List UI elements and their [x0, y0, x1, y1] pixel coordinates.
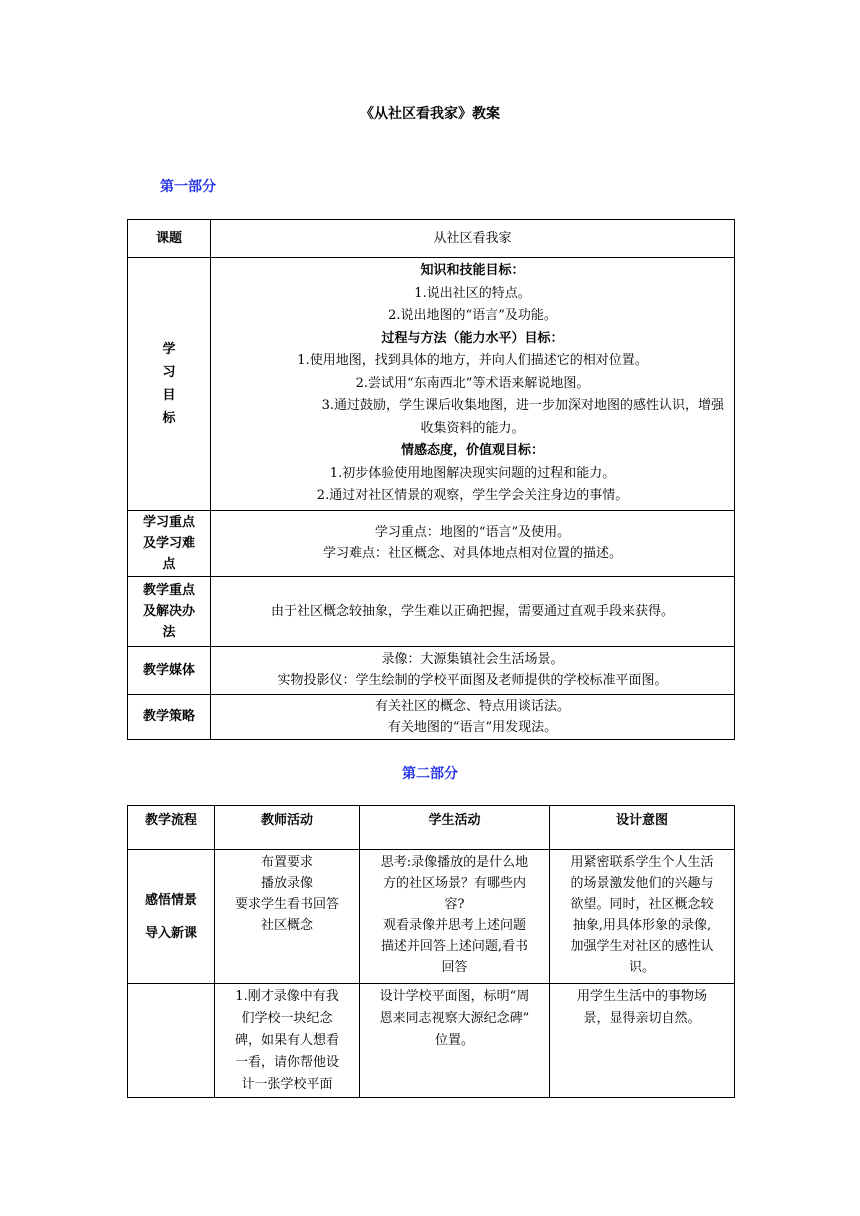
table-row	[128, 984, 735, 1098]
intent-line: 欲望。同时，社区概念较	[570, 897, 714, 912]
teacher-line: 计一张学校平面	[241, 1077, 333, 1092]
objective-item: 3.通过鼓励，学生课后收集地图，进一步加深对地图的感性认识，增强	[321, 398, 724, 413]
section-heading-part-two: 第二部分	[402, 766, 458, 782]
teacher-line: 们学校一块纪念	[241, 1011, 333, 1026]
student-line: 观看录像并思考上述问题	[382, 918, 526, 933]
teacher-line: 布置要求	[260, 855, 313, 870]
objectives-label	[128, 258, 211, 511]
intent-cell	[550, 850, 735, 984]
student-line: 设计学校平面图，标明“周	[379, 989, 530, 1004]
intent-line: 识。	[628, 960, 655, 975]
teacher-line: 1.刚才录像中有我	[235, 989, 339, 1004]
intent-cell	[550, 984, 735, 1098]
solution-content: 由于社区概念较抽象，学生难以正确把握，需要通过直观手段来获得。	[211, 576, 735, 646]
student-line: 回答	[441, 960, 468, 975]
teacher-line: 碑，如果有人想看	[234, 1033, 339, 1048]
keypoints-content	[211, 510, 735, 576]
student-activity-cell	[360, 850, 550, 984]
table-row	[128, 850, 735, 984]
document-title: 《从社区看我家》教案	[360, 106, 500, 122]
objectives-label-char: 目	[162, 387, 176, 403]
teacher-line: 社区概念	[260, 918, 313, 933]
table-header-row	[128, 806, 735, 850]
subject-value: 从社区看我家	[211, 220, 735, 258]
intent-line: 用学生生活中的事物场	[576, 989, 707, 1004]
solution-label	[128, 576, 211, 646]
intent-line: 加强学生对社区的感性认	[570, 939, 714, 954]
media-item: 录像：大源集镇社会生活场景。	[381, 652, 564, 667]
strategy-item: 有关地图的“语言”用发现法。	[387, 719, 558, 735]
objectives-label-char: 习	[162, 364, 176, 380]
stage-cell	[128, 850, 215, 984]
student-line: 方的社区场景？有哪些内	[382, 876, 526, 891]
table-row	[128, 510, 735, 576]
objective-item: 2.通过对社区情景的观察，学生学会关注身边的事情。	[316, 488, 629, 503]
keypoints-label-line: 学习重点	[142, 514, 195, 530]
keypoint-item: 学习重点：地图的“语言”及使用。	[374, 525, 571, 540]
objective-item: 收集资料的能力。	[420, 420, 525, 436]
header-process: 教学流程	[128, 806, 215, 850]
media-label: 教学媒体	[128, 646, 211, 694]
keypoints-label-line: 及学习难	[142, 535, 195, 551]
keypoints-label	[128, 510, 211, 576]
objective-item: 2.说出地图的“语言”及功能。	[388, 308, 557, 323]
intent-line: 景，显得亲切自然。	[583, 1011, 701, 1026]
solution-label-line: 法	[162, 624, 176, 640]
objective-item: 1.说出社区的特点。	[414, 285, 531, 301]
intent-line: 的场景激发他们的兴趣与	[570, 876, 714, 891]
objective-heading-emotion: 情感态度，价值观目标：	[400, 443, 544, 458]
media-item: 实物投影仪：学生绘制的学校平面图及老师提供的学校标准平面图。	[277, 673, 668, 688]
keypoint-item: 学习难点：社区概念、对具体地点相对位置的描述。	[322, 546, 622, 561]
subject-label: 课题	[128, 220, 211, 258]
teacher-activity-cell	[215, 850, 360, 984]
objectives-label-char: 标	[162, 410, 176, 426]
table-row	[128, 576, 735, 646]
teacher-line: 一看，请你帮他设	[234, 1055, 339, 1070]
student-line: 位置。	[434, 1033, 474, 1048]
teacher-activity-cell	[215, 984, 360, 1098]
teacher-line: 要求学生看书回答	[234, 897, 339, 912]
keypoints-label-line: 点	[162, 556, 176, 572]
objective-heading-process: 过程与方法（能力水平）目标：	[381, 330, 564, 346]
student-line: 恩来同志视察大源纪念碑”	[379, 1011, 530, 1026]
objective-heading-knowledge: 知识和技能目标：	[420, 263, 525, 278]
table-row	[128, 258, 735, 511]
objective-item: 1.初步体验使用地图解决现实问题的过程和能力。	[329, 465, 616, 481]
intent-line: 用紧密联系学生个人生活	[570, 855, 714, 870]
strategy-item: 有关社区的概念、特点用谈话法。	[374, 698, 570, 714]
solution-label-line: 及解决办	[142, 603, 195, 619]
section-heading-part-one: 第一部分	[160, 179, 216, 195]
table-row	[128, 220, 735, 258]
strategy-content	[211, 694, 735, 739]
strategy-label: 教学策略	[128, 694, 211, 739]
objective-item: 1.使用地图，找到具体的地方，并向人们描述它的相对位置。	[297, 353, 648, 368]
header-teacher: 教师活动	[215, 806, 360, 850]
lesson-info-table	[127, 219, 735, 740]
intent-line: 抽象,用具体形象的录像,	[572, 918, 712, 933]
objectives-content	[211, 258, 735, 511]
table-row	[128, 694, 735, 739]
table-row	[128, 646, 735, 694]
student-line: 思考:录像播放的是什么地	[380, 855, 529, 870]
objectives-label-char: 学	[162, 341, 176, 357]
header-student: 学生活动	[360, 806, 550, 850]
teaching-process-table	[127, 805, 735, 1098]
student-line: 容?	[444, 897, 465, 912]
solution-label-line: 教学重点	[142, 582, 195, 598]
student-line: 描述并回答上述问题,看书	[380, 939, 529, 954]
header-intent: 设计意图	[550, 806, 735, 850]
stage-line: 感悟情景	[144, 892, 197, 908]
teacher-line: 播放录像	[260, 876, 313, 891]
stage-cell	[128, 984, 215, 1098]
student-activity-cell	[360, 984, 550, 1098]
stage-line: 导入新课	[144, 925, 197, 941]
media-content	[211, 646, 735, 694]
objective-item: 2.尝试用“东南西北”等术语来解说地图。	[355, 375, 590, 391]
